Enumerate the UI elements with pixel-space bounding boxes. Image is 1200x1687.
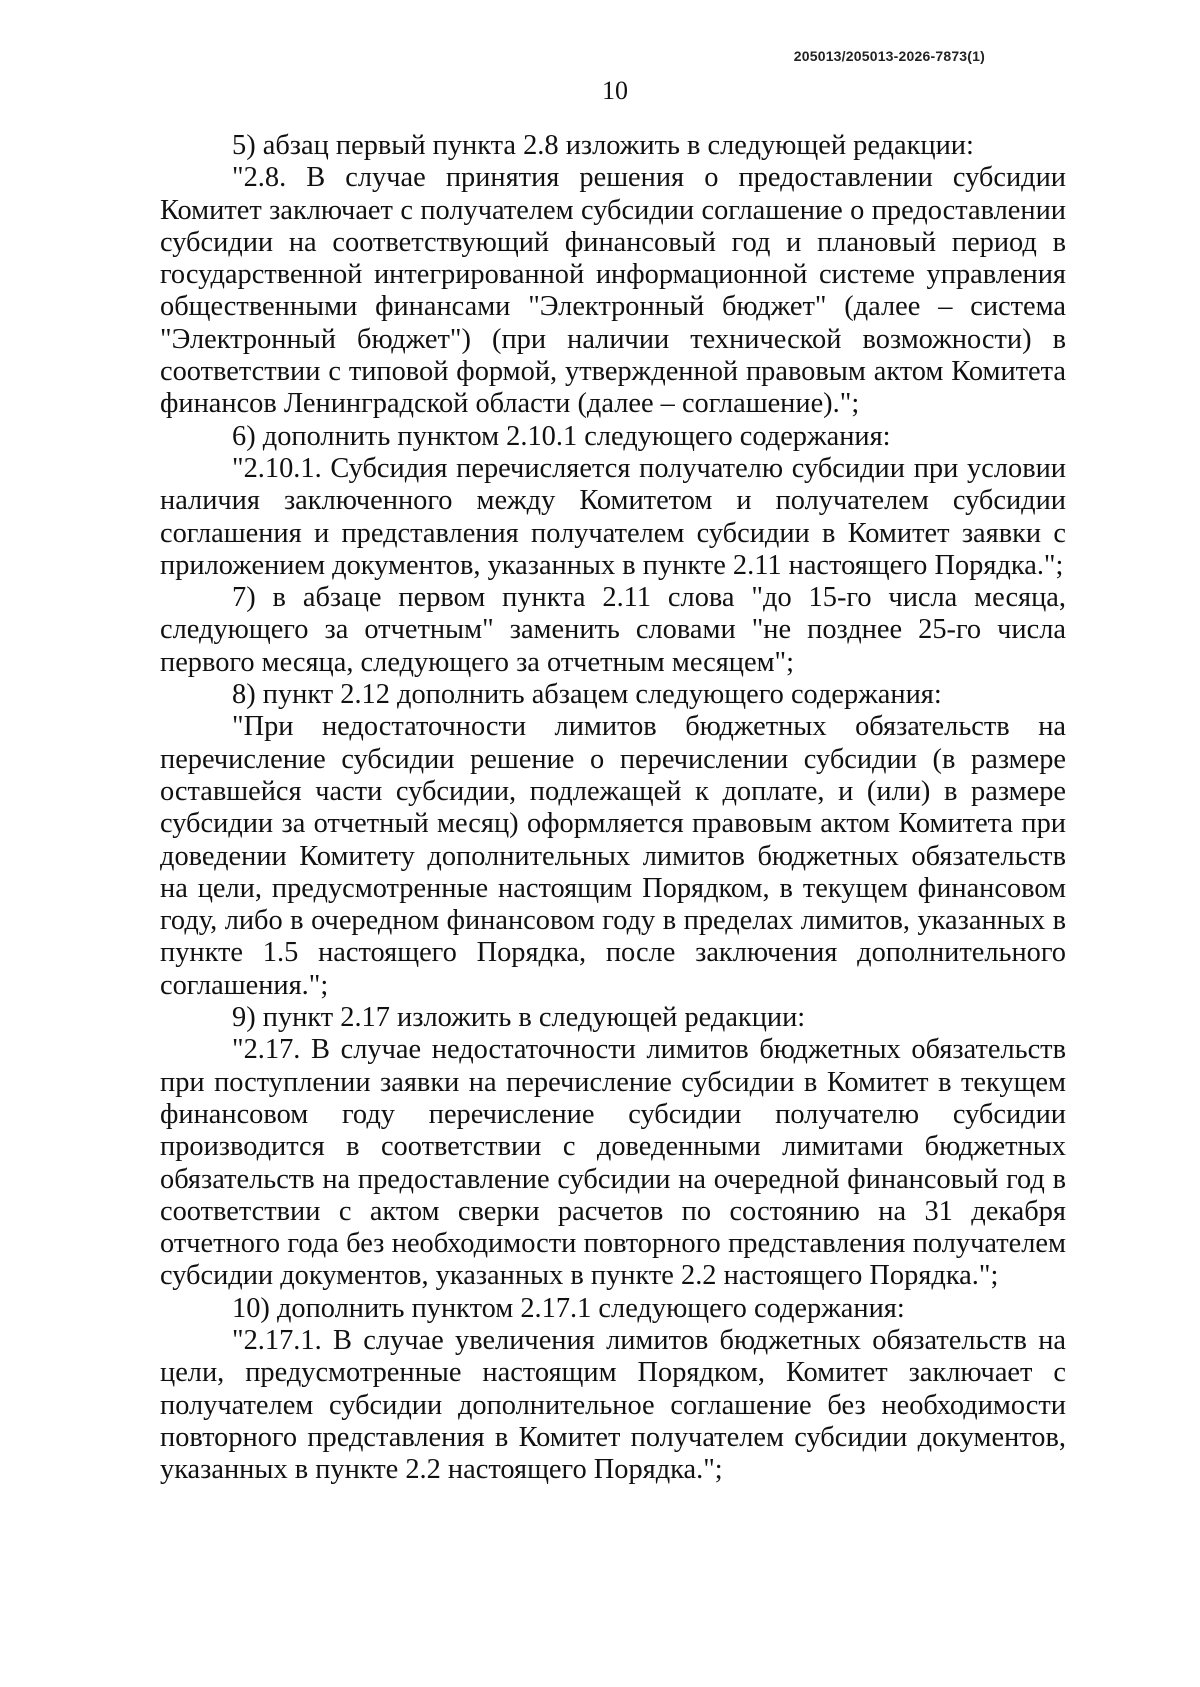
paragraph-item-5: 5) абзац первый пункта 2.8 изложить в следующей редакции:: [232, 130, 974, 161]
quoted-clause-2-17-1: "2.17.1. В случае увеличения лимитов бюджетных обязательств на цели, предусмотренные настоящим Порядком, Комитет заключает с получателем субсидии дополнительное соглашение без необходимости повторного представления в Комитет получателем субсидии документов, указанных в пункте 2.2 настоящего Порядка.";: [160, 1324, 1066, 1486]
paragraph-item-7: 7) в абзаце первом пункта 2.11 слова "до 15-го числа месяца, следующего за отчетным" заменить словами "не позднее 25-го числа первого месяца, следующего за отчетным месяцем";: [160, 582, 1066, 678]
page-number: 10: [602, 76, 628, 105]
quoted-clause-2-12: "При недостаточности лимитов бюджетных обязательств на перечисление субсидии решение о перечислении субсидии (в размере оставшейся части субсидии, подлежащей к доплате, и (или) в размере субсидии за отчетный месяц) оформляется правовым актом Комитета при доведении Комитету дополнительных лимитов бюджетных обязательств на цели, предусмотренные настоящим Порядком, в текущем финансовом году, либо в очередном финансовом году в пределах лимитов, указанных в пункте 1.5 настоящего Порядка, после заключения дополнительного соглашения.";: [160, 711, 1066, 1001]
quoted-clause-2-17: "2.17. В случае недостаточности лимитов бюджетных обязательств при поступлении заявки на перечисление субсидии в Комитет в текущем финансовом году перечисление субсидии получателю субсидии производится в соответствии с доведенными лимитами бюджетных обязательств на предоставление субсидии на очередной финансовый год в соответствии с актом сверки расчетов по состоянию на 31 декабря отчетного года без необходимости повторного представления получателем субсидии документов, указанных в пункте 2.2 настоящего Порядка.";: [160, 1034, 1066, 1292]
quoted-clause-2-10-1: "2.10.1. Субсидия перечисляется получателю субсидии при условии наличия заключенного между Комитетом и получателем субсидии соглашения и представления получателем субсидии в Комитет заявки с приложением документов, указанных в пункте 2.11 настоящего Порядка.";: [160, 452, 1066, 581]
document-id: 205013/205013-2026-7873(1): [793, 48, 985, 64]
paragraph-item-9: 9) пункт 2.17 изложить в следующей редакции:: [232, 1002, 806, 1034]
quoted-clause-2-8: "2.8. В случае принятия решения о предоставлении субсидии Комитет заключает с получателем субсидии соглашение о предоставлении субсидии на соответствующий финансовый год и плановый период в государственной интегрированной информационной системе управления общественными финансами "Электронный бюджет" (далее – система "Электронный бюджет") (при наличии технической возможности) в соответствии с типовой формой, утвержденной правовым актом Комитета финансов Ленинградской области (далее – соглашение).";: [160, 162, 1066, 420]
document-body: [160, 130, 1066, 1486]
paragraph-item-10: 10) дополнить пунктом 2.17.1 следующего содержания:: [232, 1292, 905, 1324]
paragraph-item-8: 8) пункт 2.12 дополнить абзацем следующего содержания:: [232, 679, 942, 711]
paragraph-item-6: 6) дополнить пунктом 2.10.1 следующего содержания:: [232, 420, 891, 452]
